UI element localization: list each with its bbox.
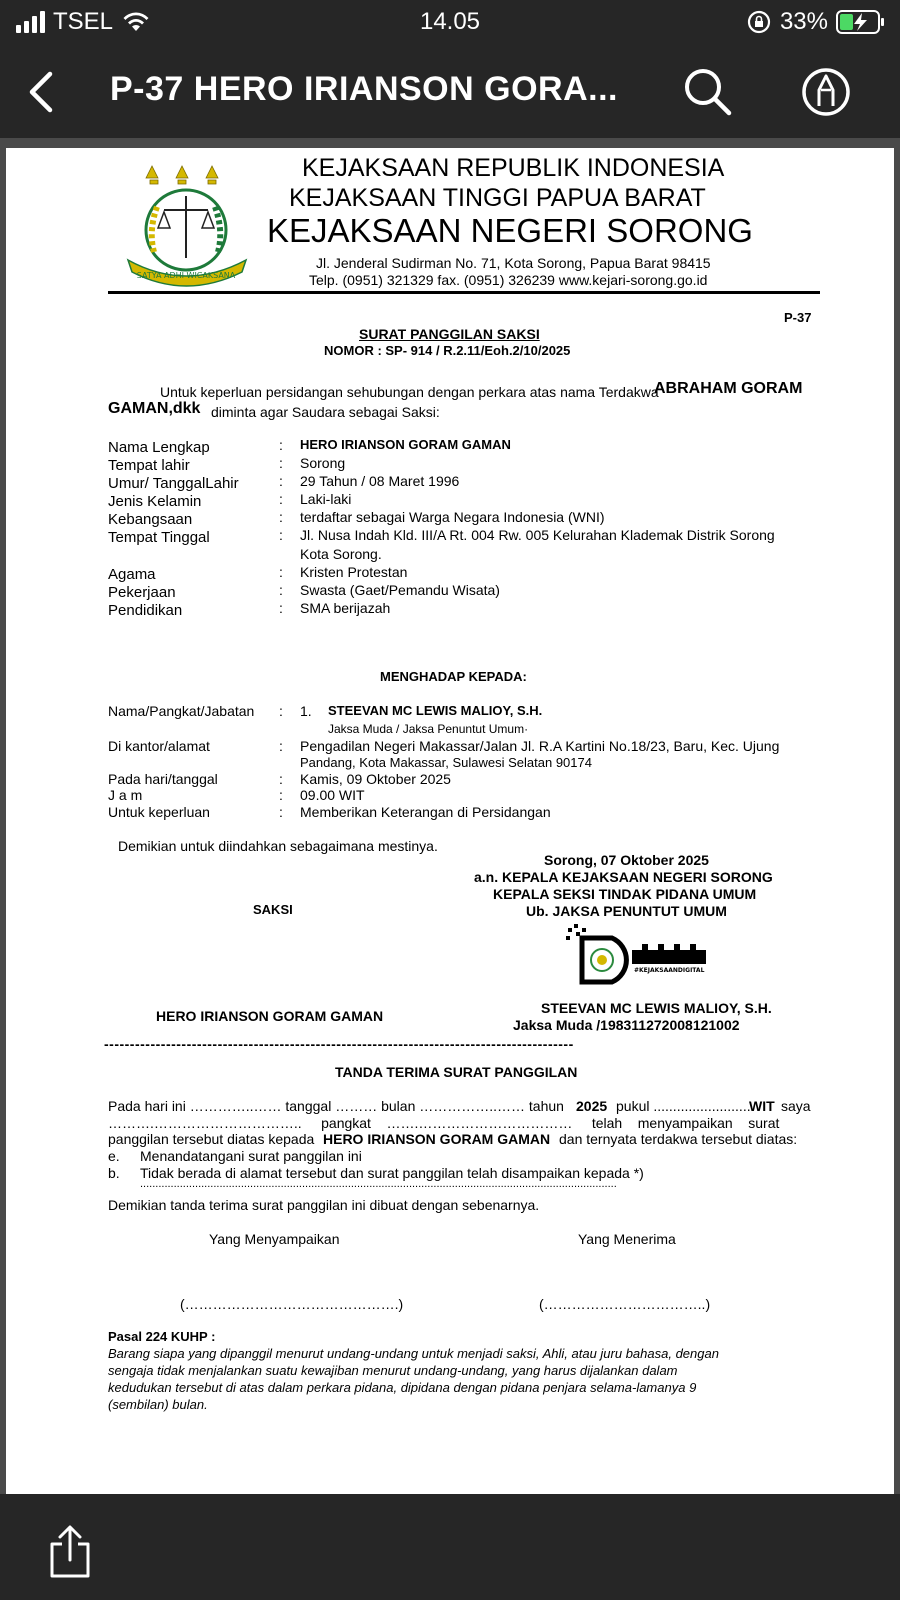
document-viewer[interactable] bbox=[0, 138, 900, 1494]
dots-line: ............................................................................................................................................................ bbox=[140, 1178, 617, 1190]
section-divider: ------------------------------------------------------------------------------------------- bbox=[104, 1036, 574, 1052]
witness-heading: SAKSI bbox=[253, 902, 293, 917]
letterhead-divider bbox=[108, 291, 820, 294]
law-line: (sembilan) bulan. bbox=[108, 1397, 208, 1412]
colon: : bbox=[279, 455, 283, 471]
value-birthplace: Sorong bbox=[300, 455, 346, 471]
battery-charging-icon bbox=[836, 10, 886, 34]
colon: : bbox=[279, 564, 283, 580]
option-b-text: Tidak berada di alamat tersebut dan surat panggilan telah disampaikan kepada *) bbox=[140, 1165, 644, 1181]
appear-purpose: Memberikan Keterangan di Persidangan bbox=[300, 804, 551, 820]
receiver-signature-blank: (……………………………..) bbox=[539, 1296, 711, 1312]
colon: : bbox=[279, 787, 283, 803]
label-rank: Nama/Pangkat/Jabatan bbox=[108, 703, 255, 719]
prosecutor-title: Jaksa Muda / Jaksa Penuntut Umum· bbox=[328, 722, 529, 736]
svg-text:SATYA ADHI WICAKSANA: SATYA ADHI WICAKSANA bbox=[136, 271, 236, 280]
colon: : bbox=[279, 600, 283, 616]
office-value-2: Pandang, Kota Makassar, Sulawesi Selatan 90174 bbox=[300, 755, 592, 770]
deliverer-signature-blank: (……………………………………….) bbox=[180, 1296, 404, 1312]
receipt-witness-name: HERO IRIANSON GORAM GAMAN bbox=[323, 1131, 551, 1147]
bottom-toolbar bbox=[0, 1494, 900, 1600]
letterhead-line2: KEJAKSAAN TINGGI PAPUA BARAT bbox=[289, 184, 706, 212]
nav-bar bbox=[0, 46, 900, 138]
letterhead-line1: KEJAKSAAN REPUBLIK INDONESIA bbox=[302, 154, 725, 182]
document-title: P-37 HERO IRIANSON GORA... bbox=[110, 70, 618, 108]
defendant-name-2: GAMAN,dkk bbox=[108, 400, 201, 417]
receipt-wit: WIT bbox=[749, 1098, 775, 1114]
label-education: Pendidikan bbox=[108, 602, 183, 619]
colon: : bbox=[279, 703, 283, 719]
value-nationality: terdaftar sebagai Warga Negara Indonesia (WNI) bbox=[300, 509, 605, 525]
value-residence: Jl. Nusa Indah Kld. III/A Rt. 004 Rw. 005 Kelurahan Klademak Distrik Sorong bbox=[300, 527, 775, 543]
label-birthplace: Tempat lahir bbox=[108, 457, 190, 474]
receipt-line2: ……….………………………….. pangkat …….…………………………… telah menyampaikan surat bbox=[108, 1115, 780, 1131]
office-value-1: Pengadilan Negeri Makassar/Jalan Jl. R.A Kartini No.18/23, Baru, Kec. Ujung bbox=[300, 738, 780, 754]
sign-ub: Ub. JAKSA PENUNTUT UMUM bbox=[526, 903, 727, 919]
label-nationality: Kebangsaan bbox=[108, 511, 193, 528]
markup-pen-icon[interactable] bbox=[800, 66, 852, 118]
receiver-label: Yang Menerima bbox=[578, 1231, 676, 1247]
svg-text:#KEJAKSAANDIGITAL: #KEJAKSAANDIGITAL bbox=[634, 967, 705, 974]
letter-title: SURAT PANGGILAN SAKSI bbox=[359, 326, 540, 342]
receipt-line1-c: saya bbox=[781, 1098, 811, 1114]
value-occupation: Swasta (Gaet/Pemandu Wisata) bbox=[300, 582, 500, 598]
share-icon[interactable] bbox=[48, 1524, 92, 1580]
label-time: J a m bbox=[108, 787, 143, 803]
letterhead-address: Jl. Jenderal Sudirman No. 71, Kota Sorong, Papua Barat 98415 bbox=[316, 255, 711, 271]
colon: : bbox=[279, 509, 283, 525]
status-bar bbox=[0, 0, 900, 46]
sign-head: KEPALA SEKSI TINDAK PIDANA UMUM bbox=[493, 886, 757, 902]
appear-time: 09.00 WIT bbox=[300, 787, 365, 803]
receipt-year: 2025 bbox=[576, 1098, 608, 1114]
rotation-lock-icon bbox=[746, 9, 772, 35]
receipt-line1-b: pukul ......................... bbox=[616, 1098, 751, 1114]
sign-place-date: Sorong, 07 Oktober 2025 bbox=[544, 852, 709, 868]
battery-percent: 33% bbox=[779, 8, 828, 35]
sign-an: a.n. KEPALA KEJAKSAAN NEGERI SORONG bbox=[474, 869, 773, 885]
receipt-closing: Demikian tanda terima surat panggilan ini dibuat dengan sebenarnya. bbox=[108, 1197, 540, 1213]
colon: : bbox=[279, 527, 283, 543]
label-purpose: Untuk keperluan bbox=[108, 804, 210, 820]
colon: : bbox=[279, 437, 283, 453]
carrier-label: TSEL bbox=[53, 8, 114, 35]
prosecutor-name-top: STEEVAN MC LEWIS MALIOY, S.H. bbox=[328, 703, 543, 718]
receipt-line1-a: Pada hari ini …………..…… tanggal ……… bulan ……………..…… tahun bbox=[108, 1098, 564, 1114]
witness-signatory-name: HERO IRIANSON GORAM GAMAN bbox=[156, 1008, 384, 1024]
colon: : bbox=[279, 738, 283, 754]
option-e-text: Menandatangani surat panggilan ini bbox=[140, 1148, 362, 1164]
receipt-line3-b: dan ternyata terdakwa tersebut diatas: bbox=[559, 1131, 798, 1147]
letterhead-contact: Telp. (0951) 321329 fax. (0951) 326239 www.kejari-sorong.go.id bbox=[309, 272, 708, 288]
rank-number: 1. bbox=[300, 703, 312, 719]
law-line: kedudukan tersebut di atas dalam perkara pidana, dipidana dengan pidana penjara selama-lamanya 9 bbox=[108, 1380, 697, 1395]
status-right bbox=[746, 8, 886, 36]
value-education: SMA berijazah bbox=[300, 600, 391, 616]
prosecutor-nip: Jaksa Muda /198311272008121002 bbox=[513, 1017, 740, 1033]
prosecutor-signatory-name: STEEVAN MC LEWIS MALIOY, S.H. bbox=[541, 1000, 772, 1016]
label-occupation: Pekerjaan bbox=[108, 584, 176, 601]
option-b-key: b. bbox=[108, 1165, 120, 1181]
search-icon[interactable] bbox=[682, 66, 734, 118]
closing-text: Demikian untuk diindahkan sebagaimana mestinya. bbox=[118, 838, 438, 854]
value-residence-line2: Kota Sorong. bbox=[300, 546, 382, 562]
value-gender: Laki-laki bbox=[300, 491, 352, 507]
option-e-key: e. bbox=[108, 1148, 120, 1164]
value-full-name: HERO IRIANSON GORAM GAMAN bbox=[300, 437, 511, 452]
law-line: sengaja tidak menjalankan suatu kewajiban menurut undang-undang, yang harus dijalankan dalam bbox=[108, 1363, 678, 1378]
law-line: Barang siapa yang dipanggil menurut undang-undang untuk menjadi saksi, Ahli, atau juru bahasa, dengan bbox=[108, 1346, 719, 1361]
receipt-title: TANDA TERIMA SURAT PANGGILAN bbox=[335, 1064, 578, 1080]
letterhead-line3: KEJAKSAAN NEGERI SORONG bbox=[267, 212, 753, 249]
law-heading: Pasal 224 KUHP : bbox=[108, 1329, 216, 1344]
kejaksaan-digital-logo bbox=[562, 920, 712, 990]
intro-text-2: diminta agar Saudara sebagai Saksi: bbox=[211, 404, 440, 420]
receipt-line3-a: panggilan tersebut diatas kepada bbox=[108, 1131, 315, 1147]
value-age-birthdate: 29 Tahun / 08 Maret 1996 bbox=[300, 473, 460, 489]
label-gender: Jenis Kelamin bbox=[108, 493, 202, 510]
kejaksaan-emblem bbox=[124, 160, 252, 288]
appear-date: Kamis, 09 Oktober 2025 bbox=[300, 771, 451, 787]
document-page bbox=[6, 148, 894, 1494]
appear-heading: MENGHADAP KEPADA: bbox=[380, 669, 527, 684]
defendant-name-1: ABRAHAM GORAM bbox=[654, 380, 803, 397]
colon: : bbox=[279, 771, 283, 787]
colon: : bbox=[279, 582, 283, 598]
label-residence: Tempat Tinggal bbox=[108, 529, 210, 546]
deliverer-label: Yang Menyampaikan bbox=[209, 1231, 340, 1247]
value-religion: Kristen Protestan bbox=[300, 564, 408, 580]
intro-text-1: Untuk keperluan persidangan sehubungan dengan perkara atas nama Terdakwa bbox=[160, 384, 659, 400]
back-chevron-icon[interactable] bbox=[20, 68, 64, 116]
colon: : bbox=[279, 804, 283, 820]
form-code: P-37 bbox=[784, 310, 812, 325]
label-age-birthdate: Umur/ TanggalLahir bbox=[108, 475, 239, 492]
clock: 14.05 bbox=[419, 8, 481, 35]
label-religion: Agama bbox=[108, 566, 156, 583]
colon: : bbox=[279, 491, 283, 507]
label-office: Di kantor/alamat bbox=[108, 738, 210, 754]
label-full-name: Nama Lengkap bbox=[108, 439, 210, 456]
letter-number: NOMOR : SP- 914 / R.2.11/Eoh.2/10/2025 bbox=[324, 343, 571, 358]
label-date: Pada hari/tanggal bbox=[108, 771, 218, 787]
colon: : bbox=[279, 473, 283, 489]
